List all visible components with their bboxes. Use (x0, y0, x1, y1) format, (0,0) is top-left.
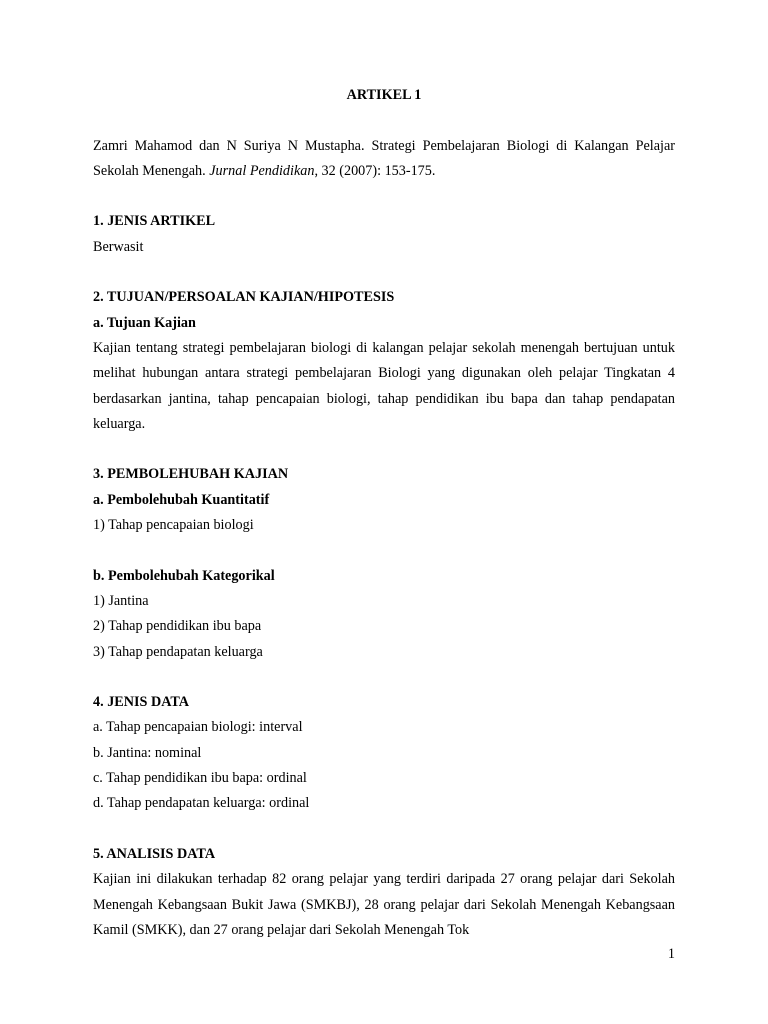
section-3b-subheading: b. Pembolehubah Kategorikal (93, 567, 275, 584)
spacer (93, 260, 675, 285)
document-body (93, 83, 675, 943)
article-title: ARTIKEL 1 (346, 87, 422, 103)
spacer (93, 184, 675, 209)
citation-journal: Jurnal Pendidikan (209, 162, 315, 179)
section-2-heading: 2. TUJUAN/PERSOALAN KAJIAN/HIPOTESIS (93, 289, 395, 306)
spacer (93, 665, 675, 690)
section-1-text: Berwasit (93, 238, 144, 255)
spacer (93, 817, 675, 842)
section-1-heading: 1. JENIS ARTIKEL (93, 213, 216, 230)
section-4-item: b. Jantina: nominal (93, 744, 202, 761)
spacer (93, 538, 675, 563)
section-5-heading: 5. ANALISIS DATA (93, 845, 216, 862)
section-4-heading: 4. JENIS DATA (93, 694, 190, 711)
section-3a-subheading: a. Pembolehubah Kuantitatif (93, 491, 270, 508)
section-3b-item: 2) Tahap pendidikan ibu bapa (93, 618, 262, 635)
spacer (93, 437, 675, 462)
citation-volume-pages: , 32 (2007): 153-175. (314, 162, 436, 179)
section-2-text: Kajian tentang strategi pembelajaran biologi di kalangan pelajar sekolah menengah bertujuan untuk melihat hubungan antara strategi pembelajaran Biologi yang digunakan oleh pelajar Tingkatan 4 berdasarkan jantina, tahap pencapaian biologi, tahap pendidikan ibu bapa dan tahap pendapatan keluarga. (93, 339, 675, 432)
section-4-item: d. Tahap pendapatan keluarga: ordinal (93, 795, 310, 812)
section-3b-item: 1) Jantina (93, 592, 149, 609)
section-2-subheading: a. Tujuan Kajian (93, 314, 196, 331)
page-number: 1 (667, 946, 675, 962)
section-4-item: c. Tahap pendidikan ibu bapa: ordinal (93, 770, 307, 787)
section-3a-item: 1) Tahap pencapaian biologi (93, 517, 254, 534)
citation-authors-title: Zamri Mahamod dan N Suriya N Mustapha. Strategi Pembelajaran Biologi di Kalangan Pelajar Sekolah Menengah. (93, 137, 675, 179)
spacer (93, 108, 675, 133)
section-3b-item: 3) Tahap pendapatan keluarga (93, 643, 263, 660)
section-5-text: Kajian ini dilakukan terhadap 82 orang pelajar yang terdiri daripada 27 orang pelajar dari Sekolah Menengah Kebangsaan Bukit Jawa (SMKBJ), 28 orang pelajar dari Sekolah Menengah Kebangsaan Kamil (SMKK), dan 27 orang pelajar dari Sekolah Menengah Tok (93, 871, 675, 938)
section-4-item: a. Tahap pencapaian biologi: interval (93, 719, 303, 736)
section-3-heading: 3. PEMBOLEHUBAH KAJIAN (93, 466, 289, 483)
citation (93, 134, 675, 185)
